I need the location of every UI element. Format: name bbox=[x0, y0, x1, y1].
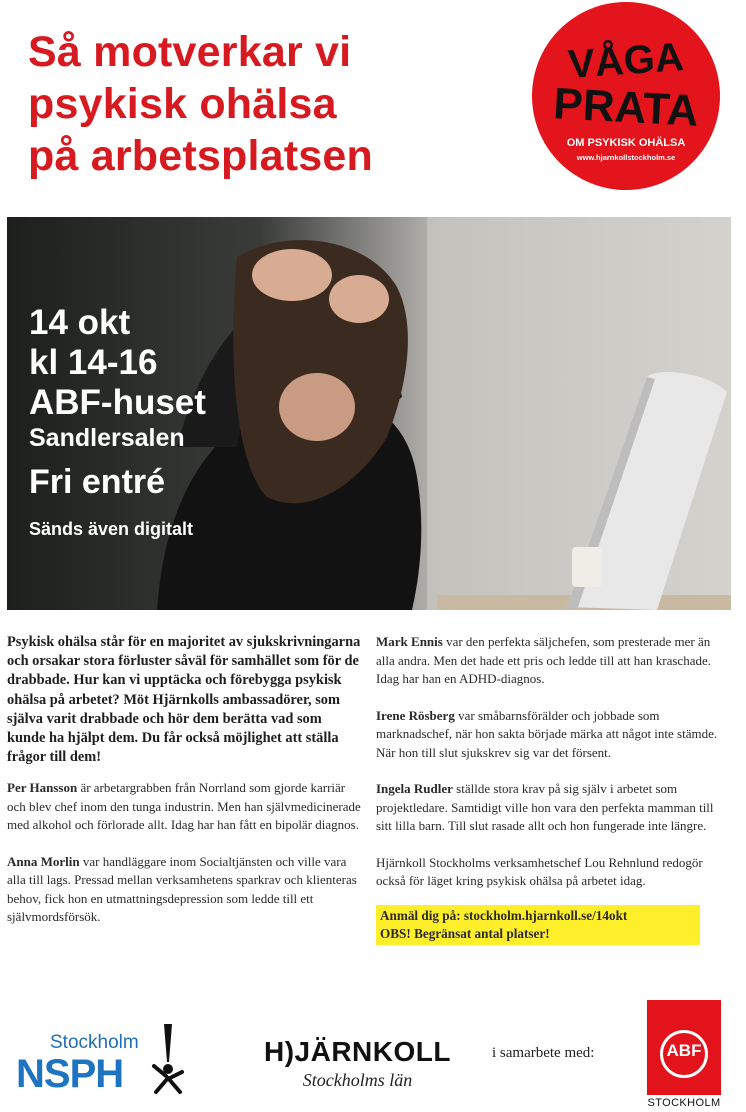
nsph-figure-icon bbox=[148, 1022, 188, 1094]
headline-line-3: på arbetsplatsen bbox=[28, 132, 373, 180]
closing-paragraph: Hjärnkoll Stockholms verksamhetschef Lou Rehnlund redogör också för läget kring psykisk ohälsa på arbetet idag. bbox=[376, 854, 703, 888]
event-date: 14 okt bbox=[29, 303, 131, 342]
hjarnkoll-logo bbox=[250, 1036, 465, 1091]
event-time: kl 14-16 bbox=[29, 343, 158, 382]
nsph-city: Stockholm bbox=[50, 1032, 139, 1053]
nsph-logo bbox=[14, 1022, 189, 1094]
badge-word-vaga: VÅGA bbox=[566, 35, 686, 87]
abf-logo bbox=[647, 1000, 721, 1095]
event-room: Sandlersalen bbox=[29, 424, 185, 452]
event-details bbox=[29, 303, 206, 540]
signup-notice: OBS! Begränsat antal platser! bbox=[380, 925, 550, 941]
badge-url: www.hjarnkollstockholm.se bbox=[576, 153, 676, 162]
speaker-paragraph bbox=[376, 633, 730, 689]
event-venue: ABF-huset bbox=[29, 383, 206, 422]
event-entry: Fri entré bbox=[29, 463, 166, 501]
speaker-name: Ingela Rudler bbox=[376, 781, 453, 796]
badge-subtitle: OM PSYKISK OHÄLSA bbox=[566, 137, 686, 149]
speaker-text: var handläggare inom Socialtjänsten och ville vara alla till lags. Pressad mellan verksamhetens sparkrav och klienteras behov, fick hon en utmattningsdepression som ledde till ett självmordsförsök. bbox=[7, 853, 357, 925]
headline-line-1: Så motverkar vi bbox=[28, 28, 352, 76]
badge-word-prata: PRATA bbox=[552, 79, 700, 136]
speaker-text: ställde stora krav på sig själv i arbetet som projektledare. Samtidigt ville hon vara den perfekta mamman till sitt lilla barn. Till slut rasade allt och hon fungerade inte längre. bbox=[376, 781, 714, 833]
collaboration-label: i samarbete med: bbox=[492, 1045, 595, 1061]
speaker-paragraph bbox=[376, 707, 730, 763]
left-column bbox=[7, 633, 363, 945]
abf-city: STOCKHOLM bbox=[647, 1097, 721, 1109]
headline bbox=[28, 26, 508, 182]
signup-box bbox=[376, 905, 700, 945]
event-digital: Sänds även digitalt bbox=[29, 519, 194, 539]
speaker-paragraph bbox=[7, 779, 363, 835]
hjarnkoll-sub: Stockholms län bbox=[302, 1070, 413, 1090]
speaker-name: Anna Morlin bbox=[7, 853, 80, 869]
abf-text: ABF bbox=[666, 1041, 702, 1060]
speaker-paragraph bbox=[7, 853, 363, 927]
headline-line-2: psykisk ohälsa bbox=[28, 80, 337, 128]
speaker-name: Mark Ennis bbox=[376, 634, 443, 649]
hero-photo bbox=[7, 217, 731, 610]
right-column bbox=[376, 633, 730, 945]
speaker-text: var den perfekta säljchefen, som presterade mer än alla andra. Men det hade ett pris och ledde till att han kraschade. Idag har han en ADHD-diagnos. bbox=[376, 634, 711, 686]
vaga-prata-badge bbox=[532, 2, 720, 190]
speaker-paragraph bbox=[376, 780, 730, 836]
speaker-name: Per Hansson bbox=[7, 780, 78, 796]
signup-link[interactable]: Anmäl dig på: stockholm.hjarnkoll.se/14okt bbox=[380, 907, 628, 923]
nsph-brand: NSPH bbox=[16, 1052, 124, 1096]
speaker-name: Irene Rösberg bbox=[376, 707, 455, 723]
speaker-text: var småbarnsförälder och jobbade som marknadschef, när hon sakta började märka att något inte stämde. När hon till slut sjukskrev sig var det försent. bbox=[376, 707, 718, 760]
intro-paragraph: Psykisk ohälsa står för en majoritet av sjukskrivningarna och orsakar stora förluster såväl för samhället som för de drabbade. Hur kan vi upptäcka och förebygga psykisk ohälsa på arbetet? Möt Hjärnkolls ambassadörer, som själva varit drabbade och hör dem berätta vad som kunde ha hjälpt dem. Du får också möjlighet att ställa frågor till dem! bbox=[7, 634, 361, 766]
hjarnkoll-brand: H)JÄRNKOLL bbox=[264, 1036, 451, 1067]
speaker-text: är arbetargrabben från Norrland som gjorde karriär och blev chef inom den tunga industrin. Men han självmedicinerade med alkohol och förlorade allt. Idag har han fått en bipolär diagnos. bbox=[7, 780, 361, 833]
